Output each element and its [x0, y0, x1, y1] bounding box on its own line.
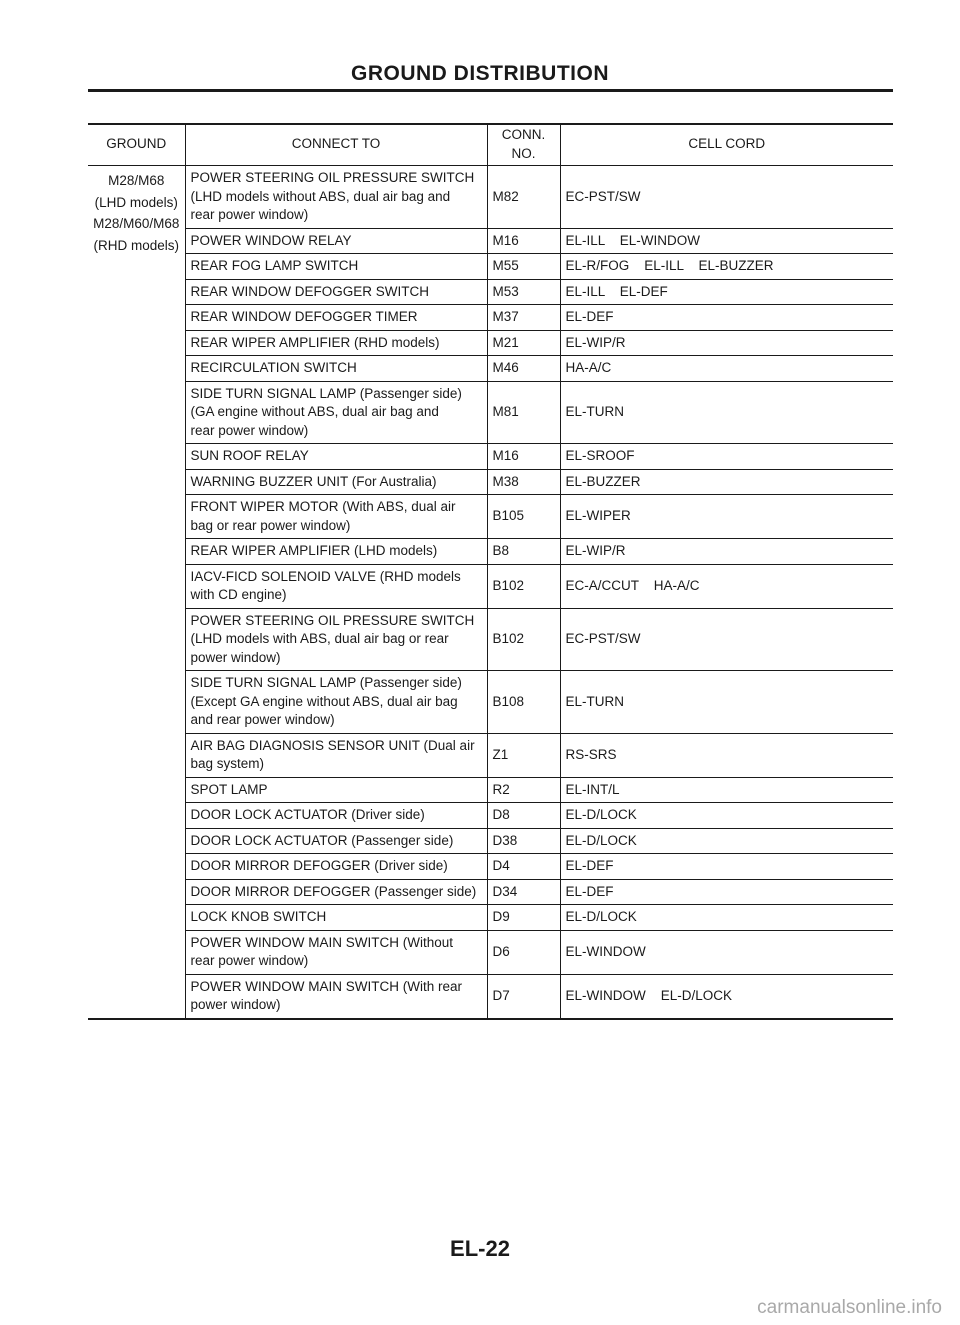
connect-to-cell: IACV-FICD SOLENOID VALVE (RHD models with CD engine)	[185, 564, 487, 608]
table-row	[88, 254, 893, 280]
ground-cell: M28/M68 (LHD models) M28/M60/M68 (RHD models)	[88, 166, 185, 1019]
connect-to-cell: AIR BAG DIAGNOSIS SENSOR UNIT (Dual air bag system)	[185, 733, 487, 777]
connect-to-cell: REAR WINDOW DEFOGGER SWITCH	[185, 279, 487, 305]
conn-no-cell: B8	[487, 539, 560, 565]
connect-to-cell: FRONT WIPER MOTOR (With ABS, dual air bag or rear power window)	[185, 495, 487, 539]
cell-code-cell: EL-D/LOCK	[560, 828, 893, 854]
cell-code-cell: HA-A/C	[560, 356, 893, 382]
table-row	[88, 228, 893, 254]
table-row	[88, 854, 893, 880]
conn-no-cell: B102	[487, 564, 560, 608]
cell-code-cell: EL-D/LOCK	[560, 905, 893, 931]
connect-to-cell: POWER STEERING OIL PRESSURE SWITCH (LHD models without ABS, dual air bag and rear power window)	[185, 166, 487, 229]
connect-to-cell: POWER WINDOW MAIN SWITCH (With rear power window)	[185, 974, 487, 1019]
conn-no-cell: M55	[487, 254, 560, 280]
header-conn-no: CONN. NO.	[487, 124, 560, 166]
conn-no-cell: M16	[487, 228, 560, 254]
conn-no-cell: M53	[487, 279, 560, 305]
conn-no-cell: B105	[487, 495, 560, 539]
table-row	[88, 305, 893, 331]
ground-distribution-table	[88, 123, 893, 1020]
header-cell-code: CELL CORD	[560, 124, 893, 166]
conn-no-cell: B102	[487, 608, 560, 671]
conn-no-cell: D38	[487, 828, 560, 854]
conn-no-cell: M82	[487, 166, 560, 229]
cell-code-cell: EC-A/CCUT HA-A/C	[560, 564, 893, 608]
connect-to-cell: POWER WINDOW MAIN SWITCH (Without rear power window)	[185, 930, 487, 974]
cell-code-cell: EL-TURN	[560, 671, 893, 734]
cell-code-cell: EL-DEF	[560, 879, 893, 905]
connect-to-cell: DOOR MIRROR DEFOGGER (Driver side)	[185, 854, 487, 880]
table-row	[88, 166, 893, 229]
table-row	[88, 608, 893, 671]
connect-to-cell: POWER WINDOW RELAY	[185, 228, 487, 254]
cell-code-cell: EL-WIP/R	[560, 539, 893, 565]
cell-code-cell: EL-WIPER	[560, 495, 893, 539]
conn-no-cell: D7	[487, 974, 560, 1019]
connect-to-cell: LOCK KNOB SWITCH	[185, 905, 487, 931]
page-title: GROUND DISTRIBUTION	[351, 62, 609, 85]
table-row	[88, 828, 893, 854]
table-row	[88, 539, 893, 565]
conn-no-cell: D9	[487, 905, 560, 931]
conn-no-cell: Z1	[487, 733, 560, 777]
table-row	[88, 381, 893, 444]
table-row	[88, 564, 893, 608]
connect-to-cell: REAR FOG LAMP SWITCH	[185, 254, 487, 280]
conn-no-cell: M46	[487, 356, 560, 382]
connect-to-cell: DOOR LOCK ACTUATOR (Driver side)	[185, 803, 487, 829]
cell-code-cell: EL-INT/L	[560, 777, 893, 803]
cell-code-cell: EL-BUZZER	[560, 469, 893, 495]
cell-code-cell: EL-WINDOW	[560, 930, 893, 974]
connect-to-cell: SPOT LAMP	[185, 777, 487, 803]
table-row	[88, 930, 893, 974]
conn-no-cell: D6	[487, 930, 560, 974]
connect-to-cell: DOOR MIRROR DEFOGGER (Passenger side)	[185, 879, 487, 905]
connect-to-cell: SIDE TURN SIGNAL LAMP (Passenger side) (Except GA engine without ABS, dual air bag and rear power window)	[185, 671, 487, 734]
conn-no-cell: M21	[487, 330, 560, 356]
table-row	[88, 974, 893, 1019]
cell-code-cell: EC-PST/SW	[560, 608, 893, 671]
cell-code-cell: EL-D/LOCK	[560, 803, 893, 829]
header-ground: GROUND	[88, 124, 185, 166]
conn-no-cell: B108	[487, 671, 560, 734]
cell-code-cell: EL-ILL EL-DEF	[560, 279, 893, 305]
conn-no-cell: R2	[487, 777, 560, 803]
cell-code-cell: EL-WINDOW EL-D/LOCK	[560, 974, 893, 1019]
cell-code-cell: EL-ILL EL-WINDOW	[560, 228, 893, 254]
title-rule	[88, 89, 893, 92]
conn-no-cell: M38	[487, 469, 560, 495]
header-connect-to: CONNECT TO	[185, 124, 487, 166]
conn-no-cell: M81	[487, 381, 560, 444]
conn-no-cell: M16	[487, 444, 560, 470]
table-row	[88, 469, 893, 495]
cell-code-cell: EL-DEF	[560, 854, 893, 880]
table-row	[88, 733, 893, 777]
table-row	[88, 879, 893, 905]
cell-code-cell: EL-TURN	[560, 381, 893, 444]
connect-to-cell: SIDE TURN SIGNAL LAMP (Passenger side) (GA engine without ABS, dual air bag and rear power window)	[185, 381, 487, 444]
cell-code-cell: EC-PST/SW	[560, 166, 893, 229]
page-number: EL-22	[450, 1236, 510, 1261]
table-body	[88, 166, 893, 1019]
table-row	[88, 905, 893, 931]
conn-no-cell: M37	[487, 305, 560, 331]
watermark: carmanualsonline.info	[757, 1297, 942, 1318]
connect-to-cell: WARNING BUZZER UNIT (For Australia)	[185, 469, 487, 495]
cell-code-cell: EL-SROOF	[560, 444, 893, 470]
connect-to-cell: RECIRCULATION SWITCH	[185, 356, 487, 382]
cell-code-cell: EL-DEF	[560, 305, 893, 331]
table-row	[88, 803, 893, 829]
table-row	[88, 671, 893, 734]
cell-code-cell: EL-WIP/R	[560, 330, 893, 356]
connect-to-cell: REAR WINDOW DEFOGGER TIMER	[185, 305, 487, 331]
conn-no-cell: D8	[487, 803, 560, 829]
connect-to-cell: POWER STEERING OIL PRESSURE SWITCH (LHD models with ABS, dual air bag or rear power window)	[185, 608, 487, 671]
table-header-row	[88, 124, 893, 166]
connect-to-cell: REAR WIPER AMPLIFIER (RHD models)	[185, 330, 487, 356]
table-row	[88, 777, 893, 803]
table-row	[88, 330, 893, 356]
cell-code-cell: EL-R/FOG EL-ILL EL-BUZZER	[560, 254, 893, 280]
cell-code-cell: RS-SRS	[560, 733, 893, 777]
conn-no-cell: D34	[487, 879, 560, 905]
table-row	[88, 356, 893, 382]
connect-to-cell: SUN ROOF RELAY	[185, 444, 487, 470]
connect-to-cell: REAR WIPER AMPLIFIER (LHD models)	[185, 539, 487, 565]
table-row	[88, 495, 893, 539]
conn-no-cell: D4	[487, 854, 560, 880]
table-row	[88, 279, 893, 305]
table-row	[88, 444, 893, 470]
connect-to-cell: DOOR LOCK ACTUATOR (Passenger side)	[185, 828, 487, 854]
